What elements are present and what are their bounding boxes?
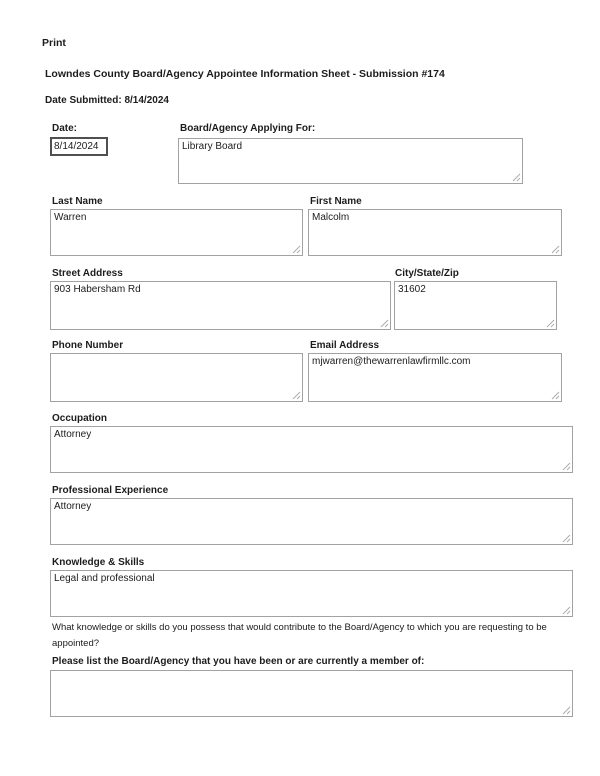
occupation-box [50, 426, 573, 473]
resize-handle-icon[interactable] [562, 534, 571, 543]
knowledge-skills-helper-text: What knowledge or skills do you possess that would contribute to the Board/Agency to which you are requesting to be appointed? [52, 622, 547, 649]
resize-handle-icon[interactable] [562, 462, 571, 471]
board-agency-textarea[interactable] [179, 139, 522, 183]
resize-handle-icon[interactable] [562, 706, 571, 715]
board-agency-label: Board/Agency Applying For: [180, 123, 316, 134]
city-state-zip-textarea[interactable] [395, 282, 556, 329]
phone-number-label: Phone Number [52, 340, 124, 351]
resize-handle-icon[interactable] [512, 173, 521, 182]
phone-number-box [50, 353, 303, 402]
email-address-textarea[interactable] [309, 354, 561, 401]
member-of-box [50, 670, 573, 717]
email-address-box [308, 353, 562, 402]
date-field-label: Date: [52, 123, 78, 134]
professional-experience-box [50, 498, 573, 545]
email-address-label: Email Address [310, 340, 380, 351]
first-name-textarea[interactable] [309, 210, 561, 255]
resize-handle-icon[interactable] [551, 391, 560, 400]
last-name-label: Last Name [52, 196, 103, 207]
first-name-box [308, 209, 562, 256]
member-of-textarea[interactable] [51, 671, 572, 716]
date-submitted-text: Date Submitted: 8/14/2024 [45, 95, 169, 106]
board-agency-box [178, 138, 523, 184]
page-title: Lowndes County Board/Agency Appointee Information Sheet - Submission #174 [45, 68, 445, 80]
occupation-textarea[interactable] [51, 427, 572, 472]
knowledge-skills-box [50, 570, 573, 617]
resize-handle-icon[interactable] [551, 245, 560, 254]
member-of-label: Please list the Board/Agency that you have been or are currently a member of: [52, 656, 425, 667]
resize-handle-icon[interactable] [292, 245, 301, 254]
knowledge-skills-label: Knowledge & Skills [52, 557, 145, 568]
print-link[interactable]: Print [42, 37, 66, 49]
street-address-box [50, 281, 391, 330]
knowledge-skills-textarea[interactable] [51, 571, 572, 616]
professional-experience-textarea[interactable] [51, 499, 572, 544]
city-state-zip-label: City/State/Zip [395, 268, 459, 279]
resize-handle-icon[interactable] [546, 319, 555, 328]
last-name-textarea[interactable] [51, 210, 302, 255]
street-address-textarea[interactable] [51, 282, 390, 329]
phone-number-textarea[interactable] [51, 354, 302, 401]
first-name-label: First Name [310, 196, 362, 207]
date-input[interactable] [50, 137, 108, 156]
resize-handle-icon[interactable] [292, 391, 301, 400]
city-state-zip-box [394, 281, 557, 330]
professional-experience-label: Professional Experience [52, 485, 169, 496]
resize-handle-icon[interactable] [380, 319, 389, 328]
street-address-label: Street Address [52, 268, 123, 279]
resize-handle-icon[interactable] [562, 606, 571, 615]
occupation-label: Occupation [52, 413, 108, 424]
last-name-box [50, 209, 303, 256]
